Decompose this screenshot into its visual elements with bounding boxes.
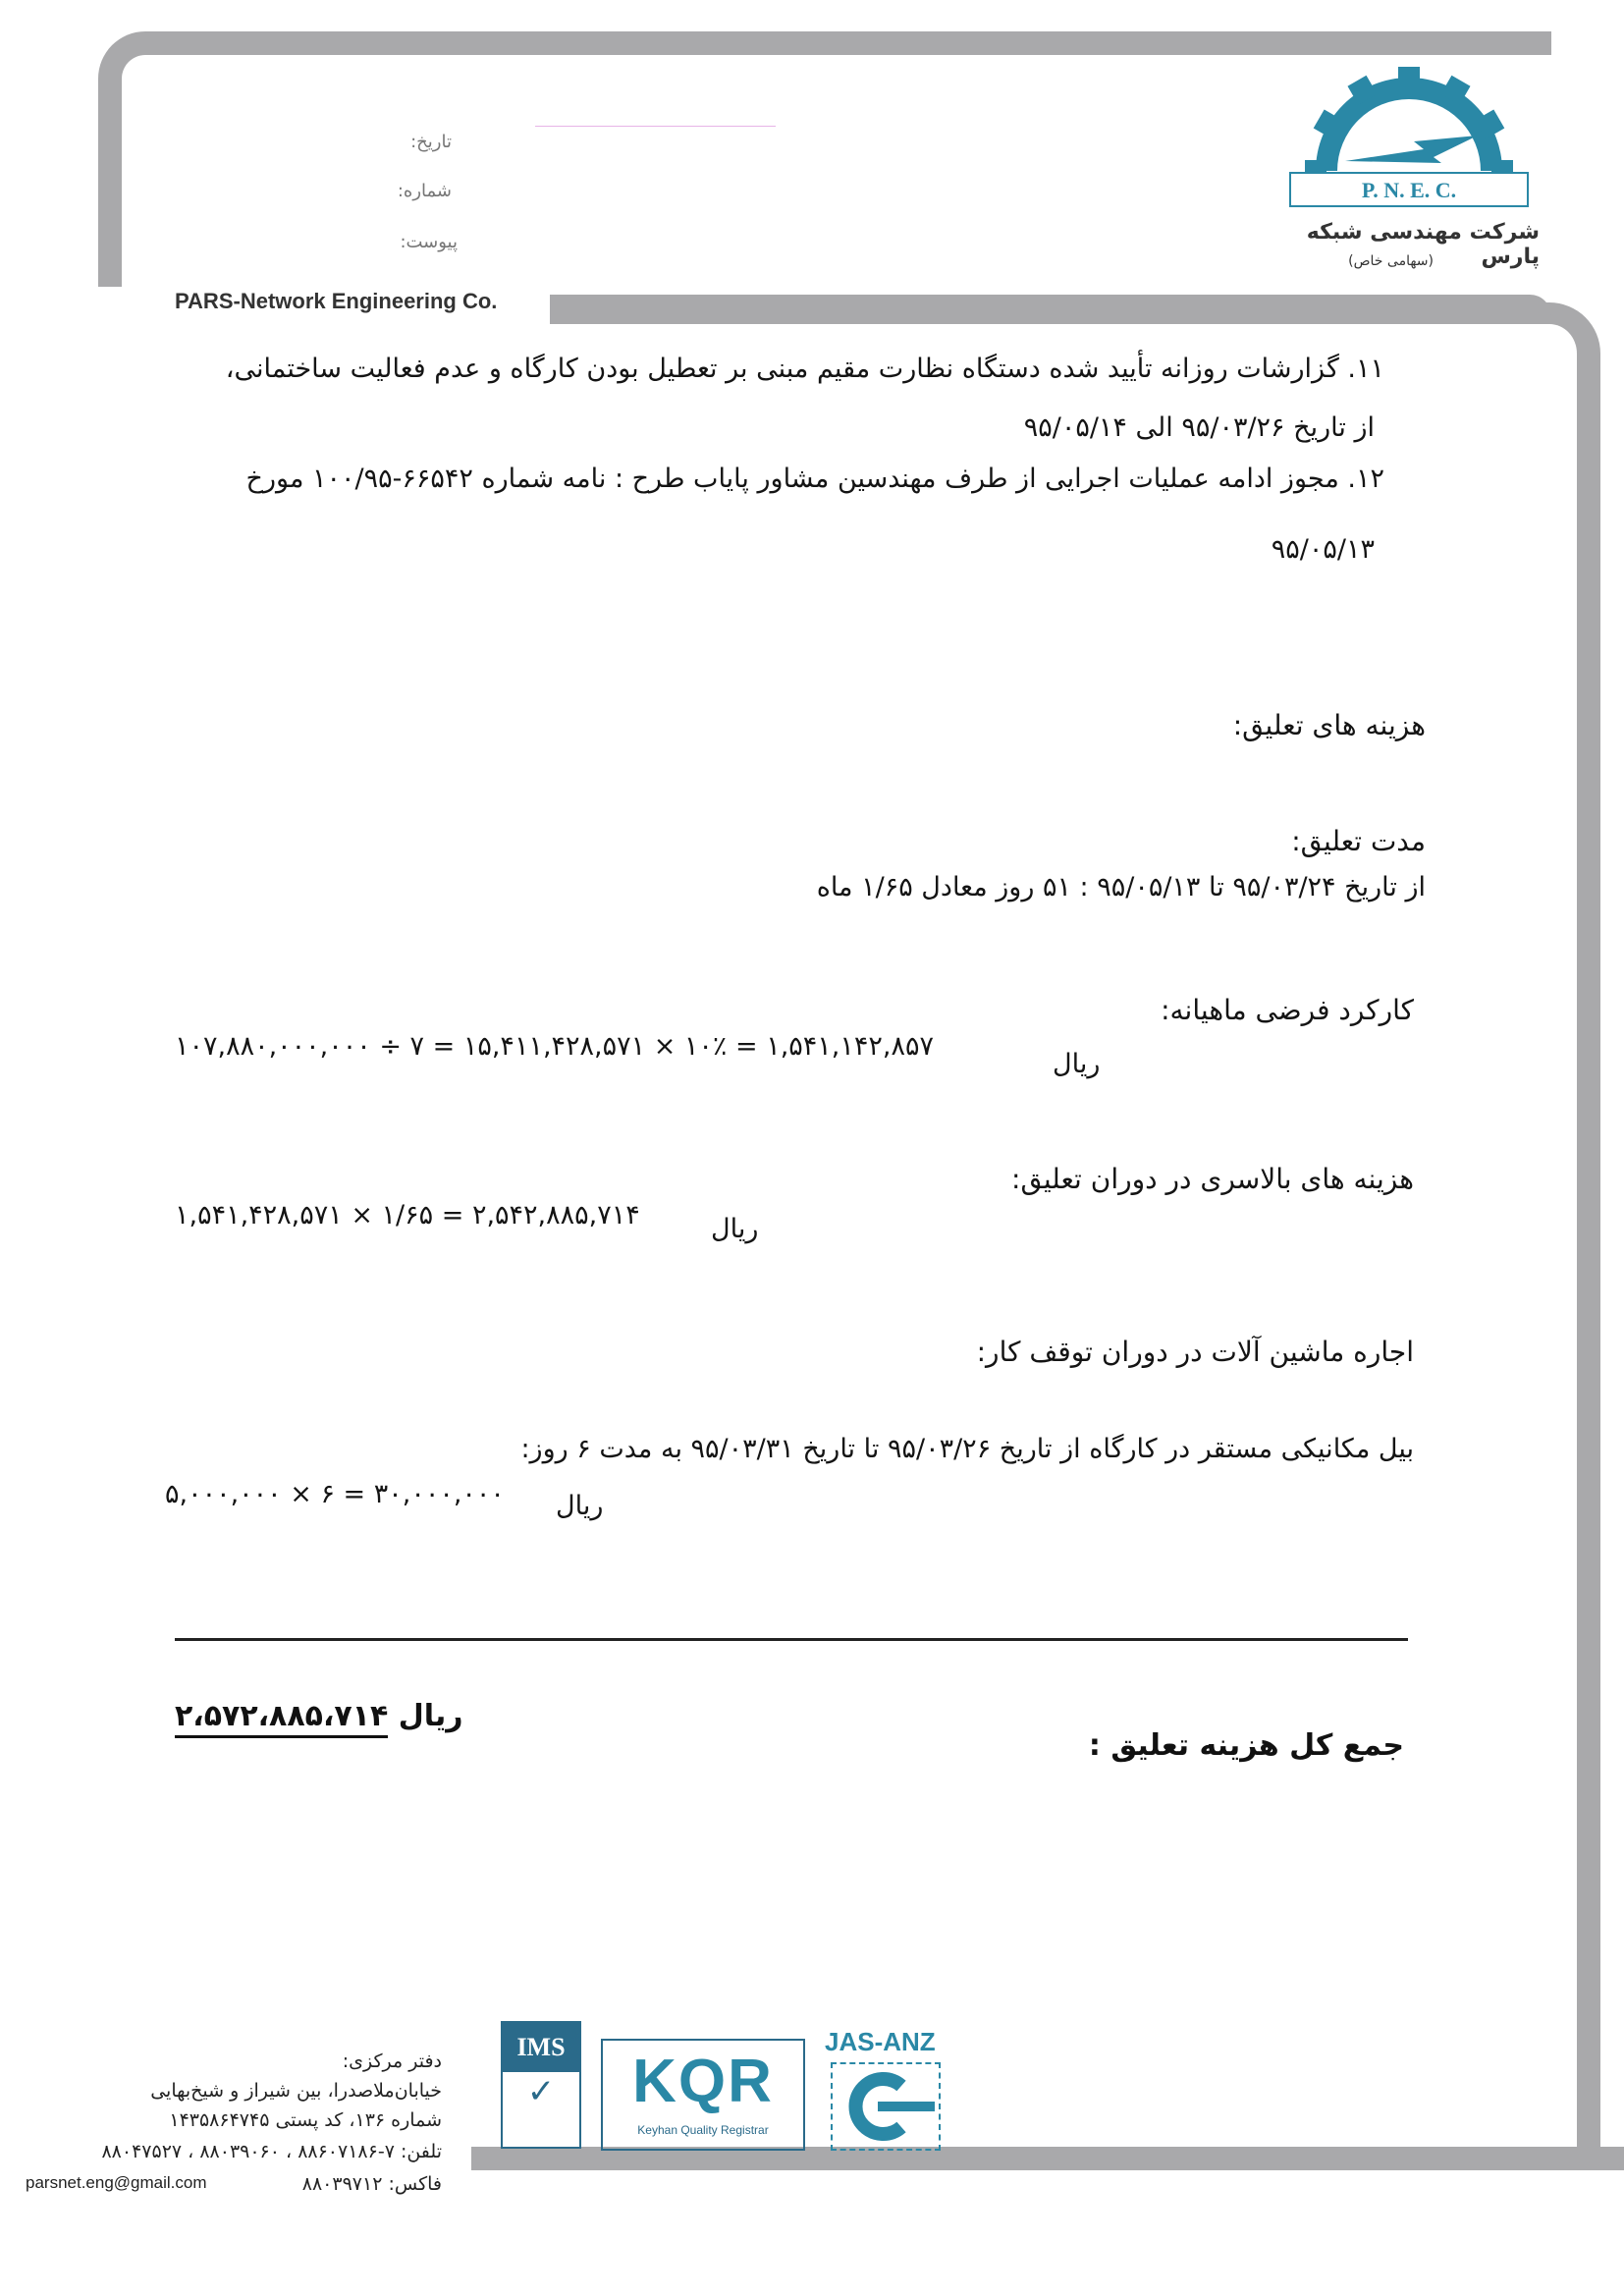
overhead-heading: هزینه های بالاسری در دوران تعلیق: [1011, 1163, 1414, 1195]
duration-heading: مدت تعلیق: [1291, 825, 1426, 857]
kqr-caption: Keyhan Quality Registrar [637, 2123, 769, 2137]
email-link[interactable]: parsnet.eng@gmail.com [26, 2173, 207, 2192]
company-name-en: PARS-Network Engineering Co. [175, 289, 498, 313]
number-label: شماره: [397, 181, 452, 201]
fax: فاکس: ۸۸۰۳۹۷۱۲ [301, 2173, 442, 2195]
phone: تلفن: ۷-۸۸۶۰۷۱۸۶ ، ۸۸۰۳۹۰۶۰ ، ۸۸۰۴۷۵۲۷ [101, 2141, 442, 2162]
company-name-fa: شرکت مهندسی شبکه پارس [1306, 220, 1540, 269]
monthly-formula: ۱۰۷,۸۸۰,۰۰۰,۰۰۰ ÷ ۷ = ۱۵,۴۱۱,۴۲۸,۵۷۱ × ۱۰٪ = ۱,۵۴۱,۱۴۲,۸۵۷ [175, 1031, 934, 1062]
machinery-text: بیل مکانیکی مستقر در کارگاه از تاریخ ۹۵/۰۳/۲۶ تا تاریخ ۹۵/۰۳/۳۱ به مدت ۶ روز: [520, 1434, 1414, 1464]
ims-text: IMS [503, 2023, 579, 2072]
kqr-cert-logo [601, 2039, 805, 2151]
overhead-unit: ریال [711, 1214, 759, 1244]
date-label: تاریخ: [410, 132, 452, 152]
company-logo [1276, 63, 1542, 289]
total-unit: ریال [398, 1699, 463, 1733]
item-12-line2: ۹۵/۰۵/۱۳ [1271, 534, 1375, 565]
jas-anz-icon [833, 2064, 939, 2149]
address-line1: خیابان‌ملاصدرا، بین شیراز و شیخ‌بهایی [150, 2080, 442, 2102]
total-label: جمع کل هزینه تعلیق : [1088, 1728, 1404, 1763]
item-12-line1: ۱۲. مجوز ادامه عملیات اجرایی از طرف مهندسین مشاور پایاب طرح : نامه شماره ۶۶۵۴۲-۱۰۰/۹۵ مورخ [245, 464, 1384, 494]
office-label: دفتر مرکزی: [342, 2050, 442, 2072]
ims-cert-logo [501, 2021, 581, 2149]
monthly-unit: ریال [1053, 1049, 1101, 1079]
logo-initials: P. N. E. C. [1361, 178, 1457, 202]
monthly-heading: کارکرد فرضی ماهیانه: [1161, 994, 1414, 1026]
item-11-line2: از تاریخ ۹۵/۰۳/۲۶ الی ۹۵/۰۵/۱۴ [1023, 412, 1375, 443]
duration-text: از تاریخ ۹۵/۰۳/۲۴ تا ۹۵/۰۵/۱۳ : ۵۱ روز معادل ۱/۶۵ ماه [816, 872, 1426, 902]
machinery-heading: اجاره ماشین آلات در دوران توقف کار: [976, 1336, 1414, 1368]
company-type: (سهامی خاص) [1348, 253, 1434, 269]
jas-anz-label: JAS-ANZ [825, 2027, 936, 2056]
date-underline [535, 126, 776, 127]
address-line2: شماره ۱۳۶، کد پستی ۱۴۳۵۸۶۴۷۴۵ [169, 2109, 442, 2131]
total-amount [175, 1699, 463, 1733]
jas-anz-logo [831, 2062, 941, 2151]
frame-bar [550, 295, 1551, 316]
overhead-formula: ۱,۵۴۱,۴۲۸,۵۷۱ × ۱/۶۵ = ۲,۵۴۲,۸۸۵,۷۱۴ [175, 1200, 640, 1230]
kqr-text: KQR [632, 2048, 774, 2115]
machinery-formula: ۵,۰۰۰,۰۰۰ × ۶ = ۳۰,۰۰۰,۰۰۰ [165, 1479, 505, 1509]
attachment-label: پیوست: [400, 232, 458, 252]
check-icon: ✓ [526, 2072, 556, 2111]
total-divider [175, 1638, 1408, 1641]
total-value: ۲،۵۷۲،۸۸۵،۷۱۴ [175, 1699, 388, 1738]
body-frame [550, 302, 1600, 2168]
item-11-line1: ۱۱. گزارشات روزانه تأیید شده دستگاه نظارت مقیم مبنی بر تعطیل بودن کارگاه و عدم فعالیت ساختمانی، [225, 354, 1384, 384]
costs-heading: هزینه های تعلیق: [1232, 709, 1426, 741]
machinery-unit: ریال [556, 1491, 604, 1521]
